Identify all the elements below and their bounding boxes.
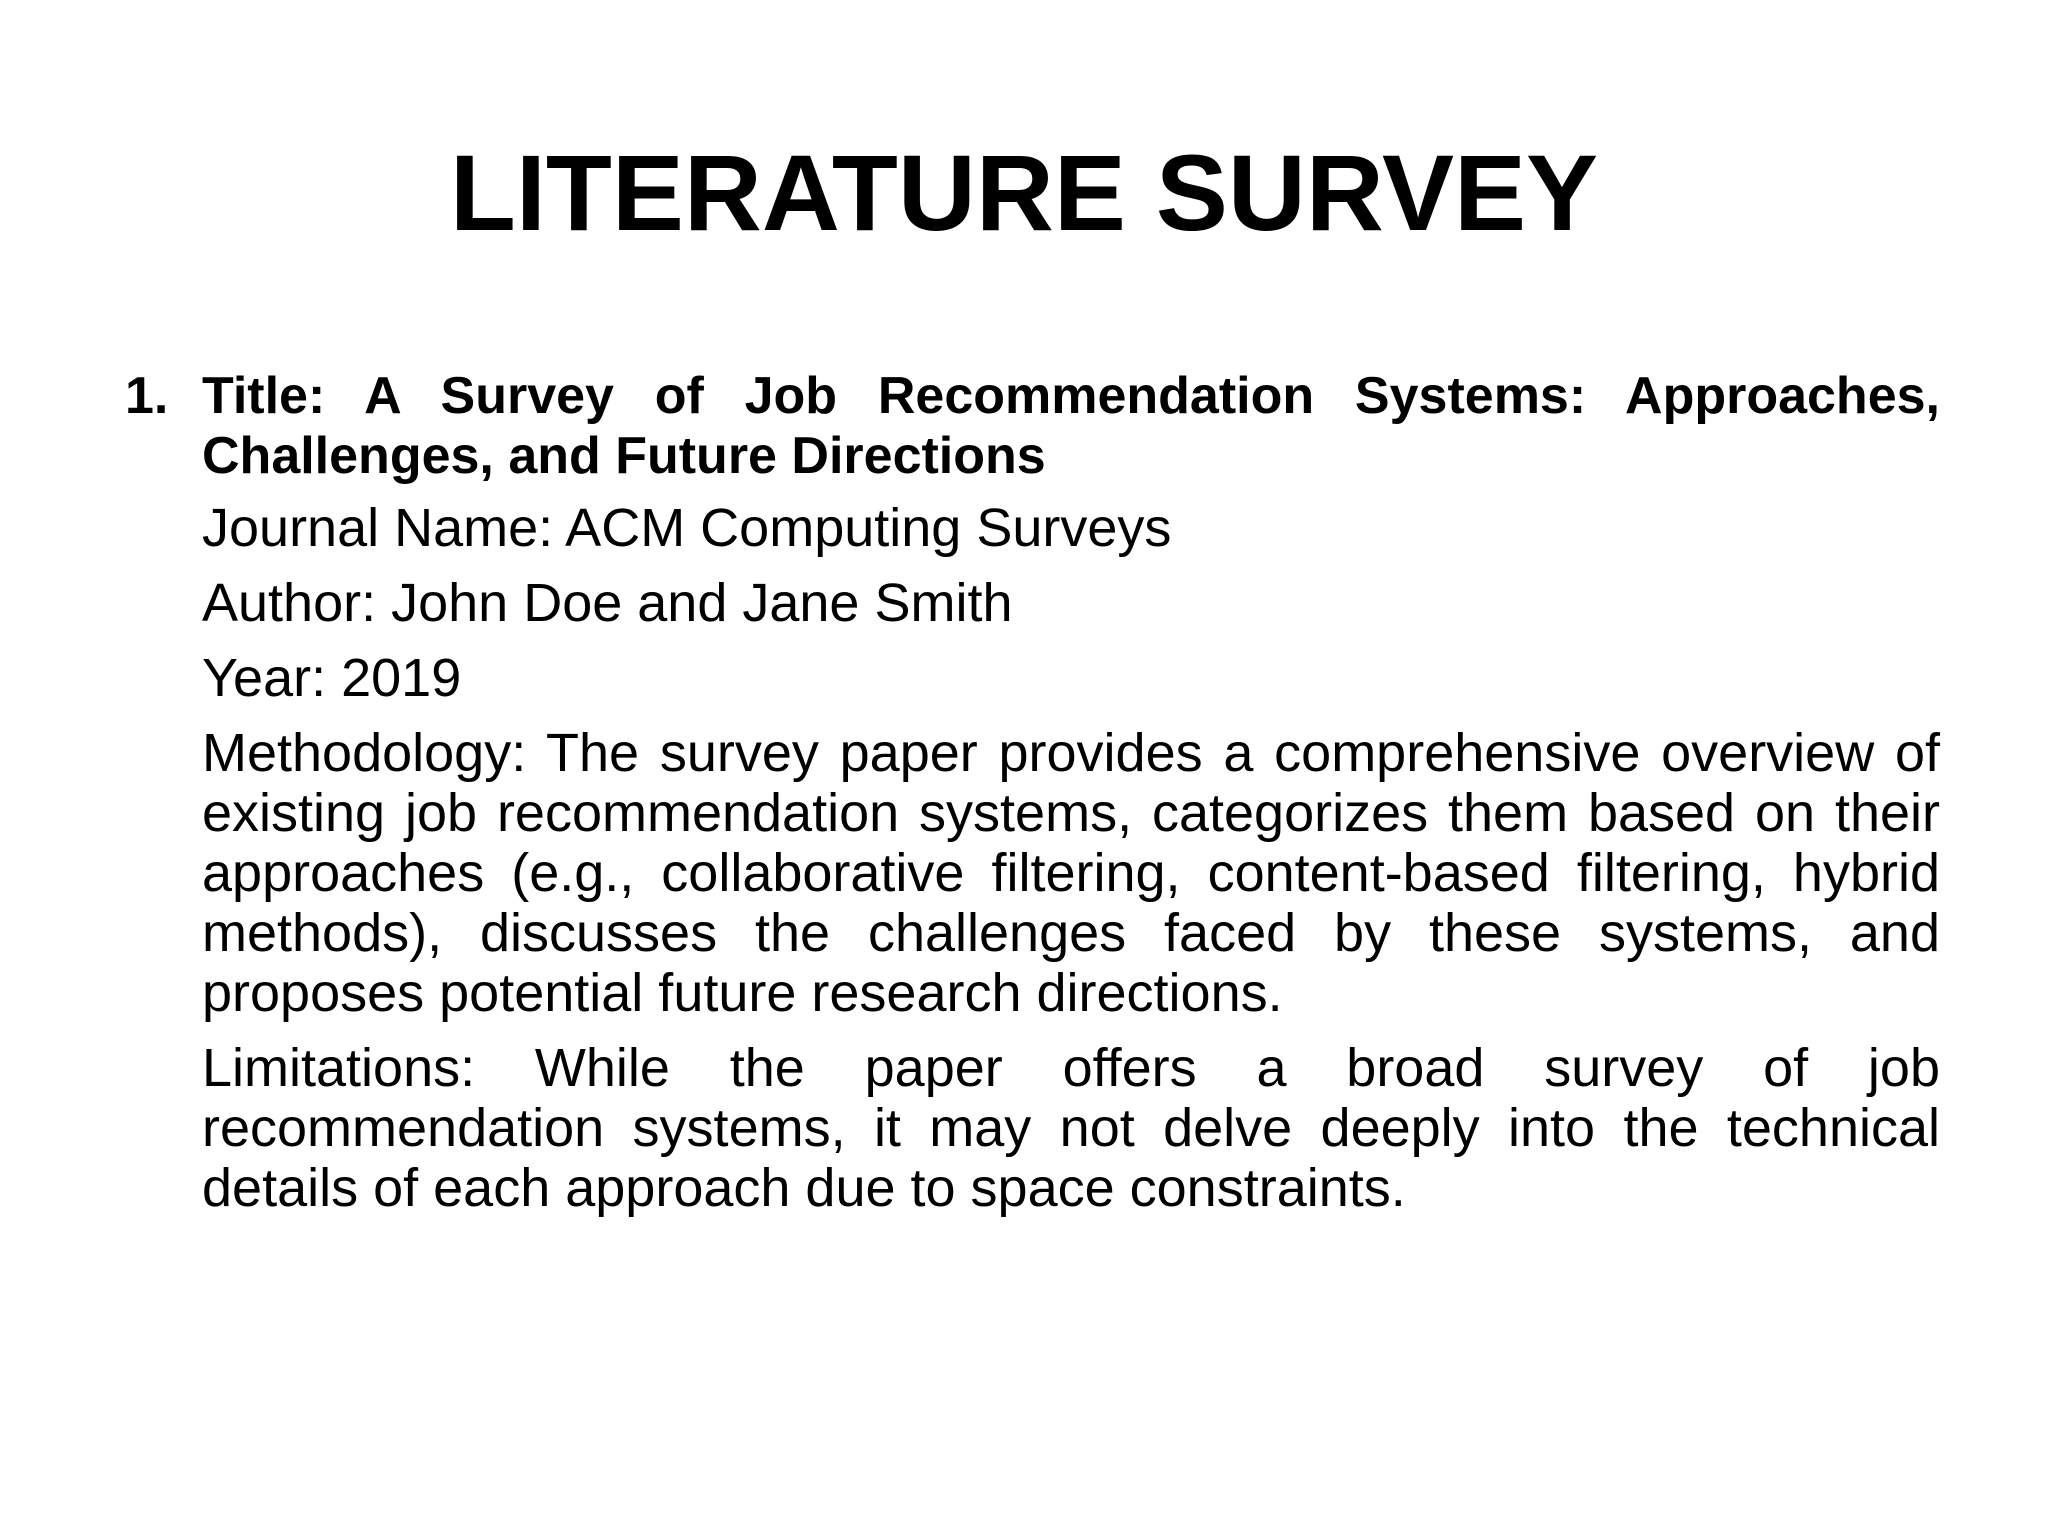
methodology: Methodology: The survey paper provides a comprehensive overview of existing job recommendation systems, categorizes them based on their approaches (e.g., collaborative filtering, content-based filtering, hybrid methods), discusses the challenges faced by these systems, and proposes potential future research directions.	[202, 723, 1940, 1023]
author: Author: John Doe and Jane Smith	[202, 573, 1013, 633]
year: Year: 2019	[202, 648, 462, 708]
entry-body	[202, 366, 1940, 1233]
journal-name: Journal Name: ACM Computing Surveys	[202, 498, 1172, 558]
limitations: Limitations: While the paper offers a broad survey of job recommendation systems, it may not delve deeply into the technical details of each approach due to space constraints.	[202, 1038, 1940, 1218]
entry-title: Title: A Survey of Job Recommendation Systems: Approaches, Challenges, and Future Directions	[202, 367, 1940, 485]
entry-number: 1.	[125, 367, 169, 425]
slide-title: LITERATURE SURVEY	[449, 132, 1599, 253]
